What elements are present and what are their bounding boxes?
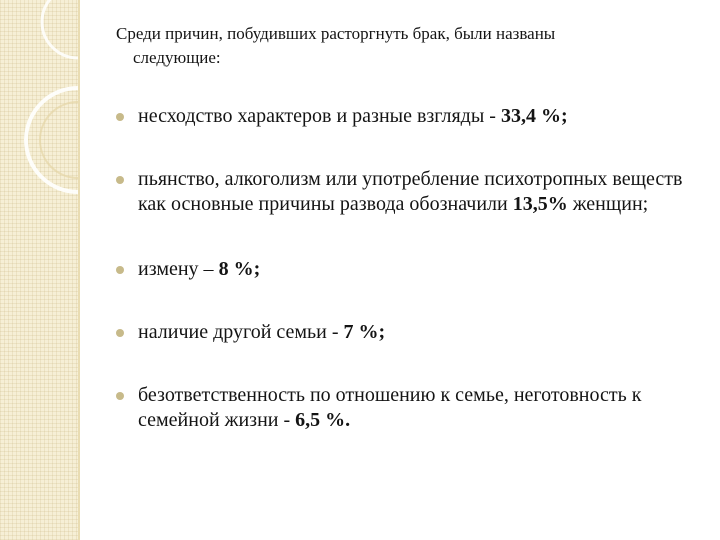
decorative-circles-icon xyxy=(0,0,78,260)
reasons-list xyxy=(112,104,712,433)
bullet-dot-icon xyxy=(116,329,124,337)
list-item xyxy=(112,104,712,129)
item-text: несходство характеров и разные взгляды - xyxy=(138,105,501,127)
list-item xyxy=(112,257,712,282)
item-text: наличие другой семьи - xyxy=(138,321,344,343)
bullet-dot-icon xyxy=(116,392,124,400)
item-text: пьянство, алкоголизм или употребление психотропных веществ как основные причины развода обозначили xyxy=(138,168,683,215)
item-percentage: 33,4 %; xyxy=(500,105,568,127)
item-percentage: 13,5% xyxy=(512,193,568,215)
item-percentage: 6,5 %. xyxy=(295,409,351,431)
bullet-dot-icon xyxy=(116,266,124,274)
list-item xyxy=(112,383,712,433)
side-band-edge xyxy=(78,0,80,540)
item-text: безответственность по отношению к семье, неготовность к семейной жизни - xyxy=(138,384,642,431)
item-percentage: 7 %; xyxy=(343,321,386,343)
list-item xyxy=(112,320,712,345)
bullet-dot-icon xyxy=(116,113,124,121)
item-tail: женщин; xyxy=(567,193,649,215)
intro-line-1: Среди причин, побудивших расторгнуть брак, были названы xyxy=(116,24,556,43)
bullet-dot-icon xyxy=(116,176,124,184)
decorative-side-band xyxy=(0,0,78,540)
item-text: измену – xyxy=(138,258,219,280)
list-item xyxy=(112,167,712,217)
intro-line-2: следующие: xyxy=(133,48,221,67)
intro-text xyxy=(116,22,676,70)
item-percentage: 8 %; xyxy=(218,258,261,280)
